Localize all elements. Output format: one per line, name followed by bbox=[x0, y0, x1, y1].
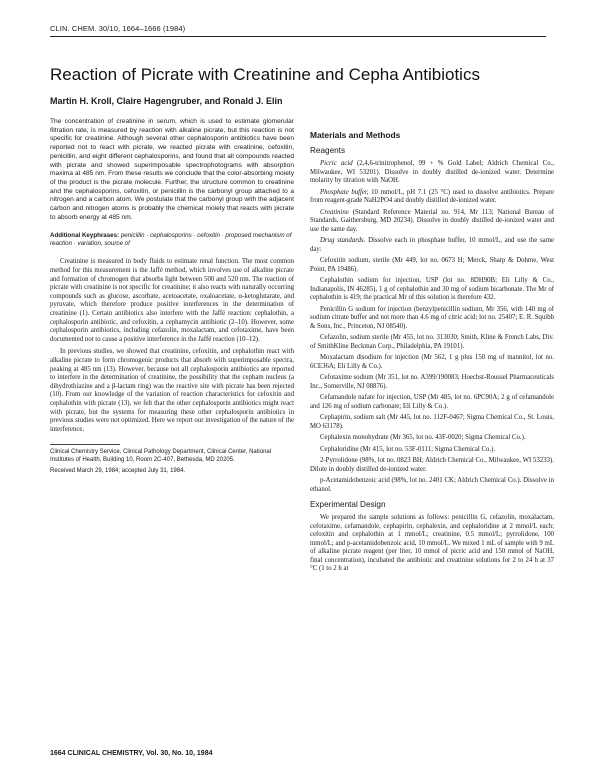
reagent-text: (2,4,6-trinitrophenol, 99 + % Gold Label; Aldrich Chemical Co., Milwaukee, WI 53201). Dissolve in doubly distilled de-ionized water. Determine molarity by titration with NaOH. bbox=[310, 160, 555, 184]
footnote-rule bbox=[50, 444, 120, 445]
reagent-item bbox=[310, 477, 554, 494]
reagent-text: (Standard Reference Material no. 914, Mr 113; National Bureau of Standards, Gaithersburg, MD 20234). Dissolve in doubly distilled de-ionized water and use the same day. bbox=[310, 208, 554, 233]
reagent-text: Cefotaxime sodium (Mr 351, lot no. A399/190083; Hoechst-Roussel Pharmaceuticals Inc., Somerville, NJ 08876). bbox=[310, 374, 554, 390]
reagent-text: Cefamandole nafate for injection, USP (Mr 485, lot no. 6PC90A; 2 g of cefamandole and 126 mg of sodium carbonate; Eli Lilly & Co.). bbox=[310, 394, 554, 410]
reagent-text: 2-Pyrrolidone (98%, lot no. 0823 BH; Aldrich Chemical Co., Milwaukee, WI 53233). Dilute in doubly distilled de-ionized water. bbox=[310, 457, 554, 473]
header-rule bbox=[50, 36, 546, 37]
reagent-text: Dissolve each in phosphate buffer, 10 mmol/L, and use the same day: bbox=[310, 237, 554, 253]
reagent-item bbox=[310, 354, 554, 371]
reagent-name: Phosphate buffer, bbox=[320, 188, 369, 196]
reagent-text: Cefazolin, sodium sterile (Mr 455, lot no. 313030; Smith, Kline & French Labs, Div. of SmithKline Beckman Corp., Philadelphia, PA 19101). bbox=[310, 334, 554, 350]
reagent-item bbox=[310, 257, 554, 274]
reagent-item bbox=[310, 414, 554, 431]
reagent-item bbox=[310, 394, 554, 411]
abstract: The concentration of creatinine in serum, which is used to estimate glomerular filtration rate, is measured by reaction with alkaline picrate, but this reaction is not specific for creatinine. Although several other cephalosporin antibiotics have been reported not to react with picrate, we reacted picrate with creatinine, cefoxitin, penicillin, and eight different cephalosporins, and found that all compounds reacted with picrate and showed superimposable spectrophotograms with absorption maxima at 485 nm. From these results we conclude that the color-absorbing moiety of the product is the picrate molecule. Further, the structure common to creatinine and the cephalosporins, cefoxitin, or penicillin is the carbonyl group attached to a nitrogen and a carbon atom. We postulate that the carbonyl group with the adjacent carbon and nitrogen atoms is probably the chemical moiety that reacts with picrate to absorb energy at 485 nm. bbox=[50, 118, 294, 221]
design-heading: Experimental Design bbox=[310, 500, 386, 509]
journal-citation: CLIN. CHEM. 30/10, 1664–1666 (1984) bbox=[50, 24, 186, 33]
reagent-item bbox=[310, 237, 554, 254]
reagent-text: Cephalothin sodium for injection, USP (lot no. 8DH90B; Eli Lilly & Co., Indianapolis, IN 46285), 1 g of cephalothin and 30 mg of sodium bicarbonate. The Mr of cephalothin is 419; the practical Mr of this solution is therefore 432. bbox=[310, 277, 554, 301]
design-paragraph: We prepared the sample solutions as follows: penicillin G, cefazolin, moxalactam, cefotaxime, cefamandole, cephapirin, cephalexin, and cephaloridine at 2 mmol/L each; cefoxitin and cephalothin at 1 mmol/L; creatinine, 0.5 mmol/L; pyrrolidone, 100 mmol/L; and p-acetamidobenzoic acid, 10 mmol/L. We mixed 1 mL of sample with 9 mL of alkaline picrate reagent (per liter, 10 mmol of picric acid and 150 mmol of NaOH, final concentration), incubated the antibiotic and creatinine solutions for 2 to 24 h at 37 °C (1 to 2 h at bbox=[310, 514, 554, 572]
keyphrases-label: Additional Keyphrases: bbox=[50, 232, 120, 240]
reagent-text: 10 mmol/L, pH 7.1 (25 °C) used to dissolve antibiotics. Prepare from reagent-grade NaH2PO4 and doubly distilled de-ionized water. bbox=[310, 188, 555, 204]
reagent-text: Cefoxitin sodium, sterile (Mr 449, lot no. 0673 H; Merck, Sharp & Dohme, West Point, PA 19486). bbox=[310, 257, 554, 273]
reagent-item bbox=[310, 434, 554, 443]
article-title: Reaction of Picrate with Creatinine and Cepha Antibiotics bbox=[50, 65, 480, 85]
reagent-name: Drug standards. bbox=[320, 237, 366, 244]
article-authors: Martin H. Kroll, Claire Hagengruber, and Ronald J. Elin bbox=[50, 96, 283, 106]
reagent-text: Cephalexin monohydrate (Mr 365, lot no. 43F-0020; Sigma Chemical Co.). bbox=[320, 434, 526, 441]
reagent-item bbox=[310, 306, 554, 332]
right-column bbox=[310, 118, 554, 577]
left-column bbox=[50, 118, 294, 478]
reagent-text: Penicillin G sodium for injection (benzylpenicillin sodium, Mr 356, with 140 mg of sodium citrate buffer and not more than 4.6 mg of citric acid; lot no. 25407; E. R. Squibb & Sons, Inc., Princeton, NJ 08540). bbox=[310, 305, 554, 330]
reagent-item bbox=[310, 160, 554, 186]
reagents-heading: Reagents bbox=[310, 146, 346, 155]
reagent-text: Moxalactam disodium for injection (Mr 562, 1 g plus 150 mg of mannitol, lot no. 6CE36A; Eli Lilly & Co.). bbox=[310, 354, 554, 370]
received-footnote: Received March 29, 1984; accepted July 31, 1984. bbox=[50, 467, 186, 474]
reagent-item bbox=[310, 446, 554, 455]
reagent-name: Creatinine bbox=[320, 208, 349, 216]
reagent-name: Picric acid bbox=[320, 160, 353, 167]
reagent-list bbox=[310, 160, 554, 494]
reagent-text: Cephapirin, sodium salt (Mr 445, lot no. 112F-0467; Sigma Chemical Co., St. Louis, MO 63178). bbox=[310, 414, 554, 430]
reagent-item bbox=[310, 457, 554, 474]
reagent-item bbox=[310, 209, 554, 235]
intro-paragraph-2: In previous studies, we showed that creatinine, cefoxitin, and cephalothin react with alkaline picrate to form chromogenic products that absorb with superimposable spectra, peaking at 485 nm (13). However, because not all cephalosporin antibiotics are reported to interfere in the determination of creatinine, the possibility that the cepham nucleus (a dihydrothiazine and a β-lactam ring) was the reactive site with picrate has been rejected (10). From our knowledge of the variation of reaction characteristics for cefoxitin and cephalothin with picrate (13), we felt that the other cephalosporin antibiotics might react with picrate, but the systems for measuring these other cephalosporin antibiotics in previous studies were not optimized. Here we report our investigation of the nature of the interference. bbox=[50, 348, 294, 433]
reagent-item bbox=[310, 374, 554, 391]
reagent-item bbox=[310, 189, 554, 206]
reagent-item bbox=[310, 277, 554, 303]
methods-heading: Materials and Methods bbox=[310, 130, 401, 140]
keyphrases-terms: penicillin · cephalosporins · cefoxitin · proposed mechanism of reaction · variation, source of bbox=[50, 232, 292, 248]
affiliation-footnote: Clinical Chemistry Service, Clinical Pathology Department, Clinical Center, National Institutes of Health, Building 10, Room 2C-407, Bethesda, MD 20205. bbox=[50, 449, 272, 463]
reagent-text: Cephaloridine (Mr 415, lot no. 53F-0111; Sigma Chemical Co.). bbox=[320, 445, 496, 453]
keyphrases bbox=[50, 232, 294, 248]
page-footer: 1664 CLINICAL CHEMISTRY, Vol. 30, No. 10, 1984 bbox=[50, 750, 213, 757]
reagent-item bbox=[310, 334, 554, 351]
intro-paragraph-1: Creatinine is measured in body fluids to estimate renal function. The most common method for this measurement is the Jaffé method, which involves use of alkaline picrate and formation of chromogen that absorbs light between 500 and 520 nm. The reaction of picrate with creatinine is not specific for creatinine; it also reacts with naturally occurring compounds such as glucose, ascorbate, acetoacetate, oxaloacetate, α-ketoglutarate, and pyruvate, which therefore produce positive interferences in the determination of creatinine (1). Certain antibiotics also interfere with the Jaffé reaction: cephalothin, a cephalosporin antibiotic, and cefoxitin, a cephamycin antibiotic (2–10). However, some cephalosporin antibiotics, including cefazolin, moxalactam, and cefotaxime, have been documented not to cause a positive interference in the Jaffé reaction (10–12). bbox=[50, 258, 294, 343]
reagent-text: p-Acetamidobenzoic acid (98%, lot no. 2401 CK; Aldrich Chemical Co.). Dissolve in ethanol. bbox=[310, 477, 554, 493]
